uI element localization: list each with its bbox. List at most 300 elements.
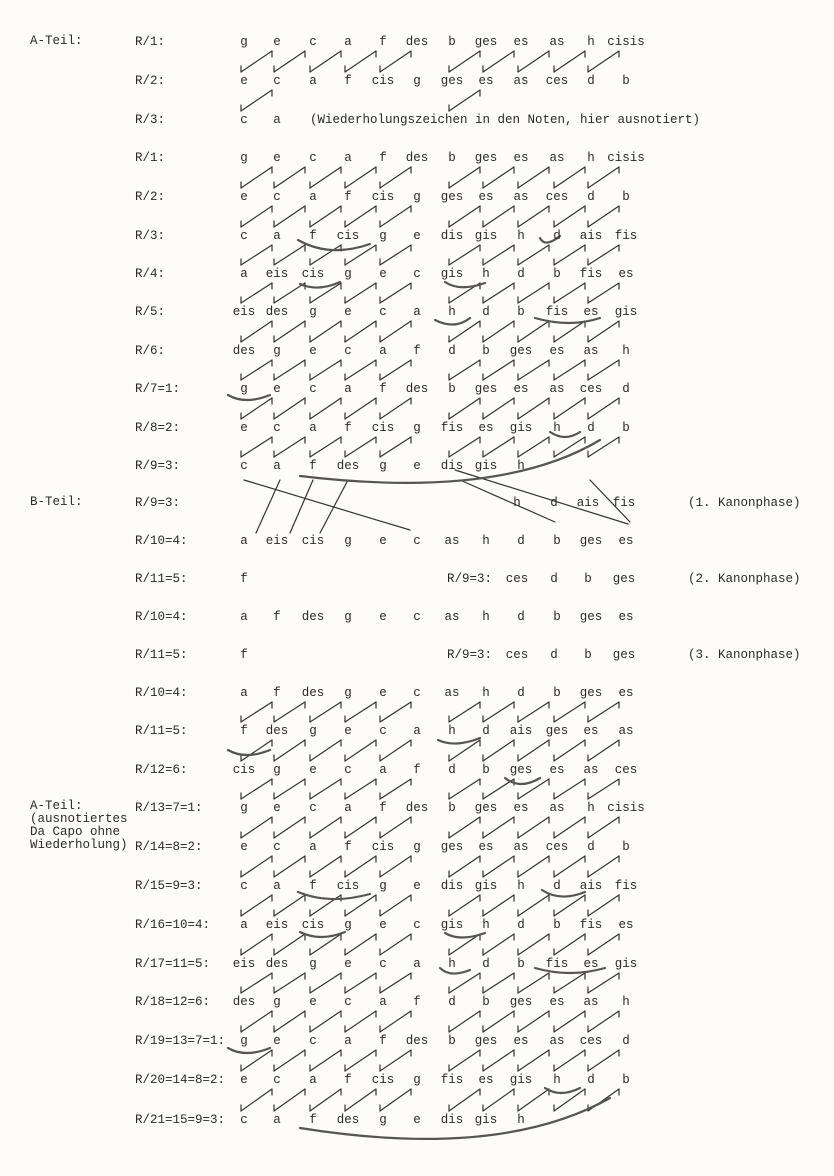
voice-line [483,321,514,342]
voice-line [449,702,480,722]
voice-line [380,321,411,342]
note-name: d [550,572,558,586]
voice-line [554,895,585,916]
note-name: b [482,344,490,358]
voice-line [310,1050,341,1071]
row-label: R/3: [135,229,166,243]
note-name: fis [579,918,603,932]
note-name: d [517,267,525,281]
note-name: e [240,190,248,204]
voice-line [380,740,411,761]
note-name: h [482,534,490,548]
note-name: g [273,995,281,1009]
voice-line [518,740,549,761]
voice-line [554,245,585,265]
note-name: as [549,35,565,49]
note-name: des [301,610,325,624]
note-name: f [344,1073,352,1087]
note-name: h [553,421,561,435]
note-name: f [413,344,421,358]
note-name: h [448,957,456,971]
note-name: f [309,459,317,473]
note-name: g [344,267,352,281]
voice-line [380,1050,411,1071]
voice-line [380,167,411,188]
note-name: b [622,74,630,88]
voice-line [310,360,341,380]
note-name: a [379,995,387,1009]
pencil-arrow [445,933,485,938]
canon-phase-label: (2. Kanonphase) [688,572,801,586]
voice-line [588,206,619,227]
voice-line [256,480,280,533]
note-name: a [379,763,387,777]
voice-line [274,398,305,419]
voice-line [241,321,272,342]
voice-line [241,437,272,457]
note-name: c [240,879,248,893]
voice-line [274,779,305,799]
note-name: d [587,190,595,204]
voice-line [483,702,514,722]
note-name: h [482,686,490,700]
voice-line [310,856,341,877]
note-name: dis [440,879,464,893]
note-name: f [379,151,387,165]
note-name: a [309,840,317,854]
note-name: c [379,957,387,971]
note-name: gis [474,879,498,893]
voice-line [380,817,411,838]
voice-line [380,934,411,955]
voice-line [345,283,376,303]
note-name: f [240,572,248,586]
row-label: R/19=13=7=1: [135,1034,226,1048]
note-name: b [553,610,561,624]
note-name: as [444,610,460,624]
note-name: g [344,918,352,932]
voice-line [310,398,341,419]
note-name: e [309,995,317,1009]
note-name: cis [301,918,325,932]
voice-line [274,973,305,993]
voice-line [518,856,549,877]
note-name: e [379,267,387,281]
row-label: R/15=9=3: [135,879,203,893]
note-name: b [584,648,592,662]
voice-line [380,245,411,265]
voice-line [483,51,514,72]
note-name: c [309,151,317,165]
voice-line [274,702,305,722]
note-name: cis [371,74,395,88]
voice-line [483,934,514,955]
note-name: gis [474,1113,498,1127]
voice-line [274,283,305,303]
note-name: eis [265,534,289,548]
row-label: R/4: [135,267,166,281]
note-name: c [240,1113,248,1127]
pencil-arrow [228,395,270,400]
note-name: e [344,724,352,738]
note-name: e [344,957,352,971]
note-name: e [273,382,281,396]
voice-line [380,856,411,877]
note-name: d [587,421,595,435]
note-name: c [413,686,421,700]
row-label: R/5: [135,305,166,319]
pencil-arrow [438,738,480,744]
note-name: f [309,879,317,893]
voice-line [518,283,549,303]
voice-line [588,51,619,72]
voice-line [483,398,514,419]
note-name: es [513,801,529,815]
note-name: g [240,382,248,396]
voice-line [483,360,514,380]
note-name: c [240,459,248,473]
note-name: es [478,74,494,88]
note-name: h [517,229,525,243]
note-name: c [309,1034,317,1048]
note-name: a [344,801,352,815]
voice-line [449,437,480,457]
row-label: R/10=4: [135,610,188,624]
voice-line [518,398,549,419]
pencil-arrow [228,750,270,755]
note-name: a [379,344,387,358]
note-name: c [344,344,352,358]
note-name: ces [545,840,569,854]
voice-line [588,856,619,877]
note-name: des [336,459,360,473]
note-name: ces [545,74,569,88]
note-name: es [513,382,529,396]
note-name: h [448,305,456,319]
voice-line [345,934,376,955]
voice-line [449,206,480,227]
voice-line [518,360,549,380]
note-name: g [413,840,421,854]
section-label-a-teil: A-Teil: [30,34,83,48]
note-name: cis [371,840,395,854]
note-name: fis [545,957,569,971]
voice-line [483,817,514,838]
note-name: as [583,763,599,777]
note-name: g [240,151,248,165]
voice-line [588,398,619,419]
voice-line [518,1089,549,1111]
voice-line [345,1050,376,1071]
note-name: ais [579,229,603,243]
note-name: des [405,382,429,396]
voice-line [483,1089,514,1111]
voice-line [518,437,549,457]
voice-line [554,856,585,877]
note-name: e [273,1034,281,1048]
voice-line [380,702,411,722]
note-name: as [513,74,529,88]
note-name: d [482,305,490,319]
voice-line [274,360,305,380]
note-name: b [517,957,525,971]
note-name: des [265,305,289,319]
note-name: gis [474,459,498,473]
note-name: es [618,534,634,548]
voice-line [241,702,272,722]
note-name: g [240,801,248,815]
voice-line [380,779,411,799]
note-name: d [517,918,525,932]
voice-line [518,1050,549,1071]
note-name: es [618,686,634,700]
note-name: h [513,496,521,510]
note-name: f [240,724,248,738]
pencil-arrow [300,282,340,288]
note-name: cisis [607,801,645,815]
note-name: e [344,305,352,319]
voice-line [449,1011,480,1032]
voice-line [274,1011,305,1032]
note-name: c [344,995,352,1009]
voice-line [588,740,619,761]
voice-line [380,283,411,303]
row-label: R/11=5: [135,648,188,662]
note-name: des [301,686,325,700]
voice-line [290,480,313,533]
note-name: f [344,840,352,854]
note-name: f [309,1113,317,1127]
note-name: gis [614,305,638,319]
voice-line [554,779,585,799]
note-name: h [622,995,630,1009]
note-name: a [273,229,281,243]
note-name: d [587,74,595,88]
note-name: h [587,801,595,815]
voice-line [241,51,272,72]
note-name: g [344,610,352,624]
note-name: e [413,229,421,243]
note-name: ais [579,879,603,893]
voice-line [483,206,514,227]
note-name: gis [440,918,464,932]
note-name: b [622,190,630,204]
note-name: as [549,801,565,815]
voice-line [554,51,585,72]
note-name: des [265,957,289,971]
note-name: d [517,534,525,548]
voice-line [518,973,549,993]
voice-line [310,1011,341,1032]
note-name: es [478,840,494,854]
note-name: d [553,879,561,893]
note-name: f [379,1034,387,1048]
voice-line [588,895,619,916]
voice-line [345,817,376,838]
voice-line [518,702,549,722]
note-name: es [549,763,565,777]
voice-line [588,321,619,342]
note-name: h [517,459,525,473]
voice-line [274,245,305,265]
row-label: R/10=4: [135,534,188,548]
voice-line [554,934,585,955]
note-name: eis [232,305,256,319]
note-name: ges [612,648,636,662]
note-name: ces [579,1034,603,1048]
note-name: g [240,1034,248,1048]
note-name: g [379,229,387,243]
note-name: fis [614,229,638,243]
row-label: R/3: [135,113,166,127]
note-name: e [273,151,281,165]
note-name: ges [474,382,498,396]
row-label: R/14=8=2: [135,840,203,854]
note-name: ces [505,648,529,662]
note-name: es [513,1034,529,1048]
note-name: cis [336,229,360,243]
note-name: ges [440,74,464,88]
note-name: f [273,686,281,700]
voice-line [518,167,549,188]
note-name: g [413,74,421,88]
voice-line [345,51,376,72]
note-name: cis [371,421,395,435]
voice-line [380,51,411,72]
voice-line [380,1089,411,1111]
voice-line [449,51,480,72]
note-name: f [309,229,317,243]
voice-line [310,167,341,188]
voice-line [483,1050,514,1071]
note-name: ges [579,534,603,548]
voice-line [310,1089,341,1111]
voice-line [554,1050,585,1071]
note-name: ces [614,763,638,777]
note-name: des [405,801,429,815]
note-name: as [549,1034,565,1048]
voice-line [449,1089,480,1111]
note-name: as [549,151,565,165]
note-name: des [405,151,429,165]
voice-line [449,973,480,993]
note-name: a [273,459,281,473]
note-name: dis [440,459,464,473]
note-name: d [550,496,558,510]
note-name: d [587,840,595,854]
voice-line [310,51,341,72]
row-label: R/9=3: [135,459,181,473]
row-label: R/1: [135,35,166,49]
canon-reference: R/9=3: [447,648,493,662]
voice-line [345,1089,376,1111]
note-name: fis [614,879,638,893]
note-name: f [379,35,387,49]
note-name: ges [579,610,603,624]
note-name: b [448,1034,456,1048]
note-name: b [622,840,630,854]
note-name: f [413,995,421,1009]
note-name: g [273,344,281,358]
note-name: e [273,35,281,49]
note-name: e [379,610,387,624]
note-name: d [622,1034,630,1048]
note-name: gis [474,229,498,243]
note-name: d [550,648,558,662]
note-name: d [448,763,456,777]
voice-line [518,895,549,916]
note-name: a [240,534,248,548]
note-name: f [379,382,387,396]
voice-line [449,1050,480,1071]
note-name: cis [336,879,360,893]
voice-line [518,321,549,342]
note-name: b [622,1073,630,1087]
note-name: a [413,305,421,319]
note-name: d [448,344,456,358]
voice-line [310,437,341,457]
note-name: d [587,1073,595,1087]
voice-line [483,895,514,916]
voice-line [241,1011,272,1032]
voice-line [345,398,376,419]
note-name: gis [509,1073,533,1087]
voice-line [345,1011,376,1032]
note-name: g [240,35,248,49]
voice-line [483,1011,514,1032]
voice-line [310,702,341,722]
note-name: c [273,1073,281,1087]
voice-line [310,973,341,993]
row-label: R/13=7=1: [135,801,203,815]
note-name: es [513,35,529,49]
note-name: f [273,610,281,624]
note-name: e [309,344,317,358]
row-label: R/17=11=5: [135,957,211,971]
voice-line [345,740,376,761]
note-name: es [513,151,529,165]
voice-line [241,973,272,993]
note-name: b [482,995,490,1009]
voice-line [449,245,480,265]
note-name: dis [440,1113,464,1127]
note-name: h [517,1113,525,1127]
pencil-arrow [228,1048,270,1053]
row-label: R/8=2: [135,421,181,435]
note-name: g [309,957,317,971]
voice-line [380,973,411,993]
note-name: des [405,1034,429,1048]
voice-line [483,973,514,993]
note-name: c [240,113,248,127]
voice-line [554,437,585,457]
note-name: b [553,267,561,281]
voice-line [554,817,585,838]
row-label: R/21=15=9=3: [135,1113,226,1127]
note-name: es [549,344,565,358]
note-name: ces [505,572,529,586]
note-name: c [413,534,421,548]
voice-line [241,1089,272,1111]
note-name: d [482,724,490,738]
voice-line [588,702,619,722]
note-name: e [240,74,248,88]
note-name: d [622,382,630,396]
note-name: as [583,344,599,358]
voice-line [241,398,272,419]
voice-line [554,321,585,342]
note-name: g [309,305,317,319]
